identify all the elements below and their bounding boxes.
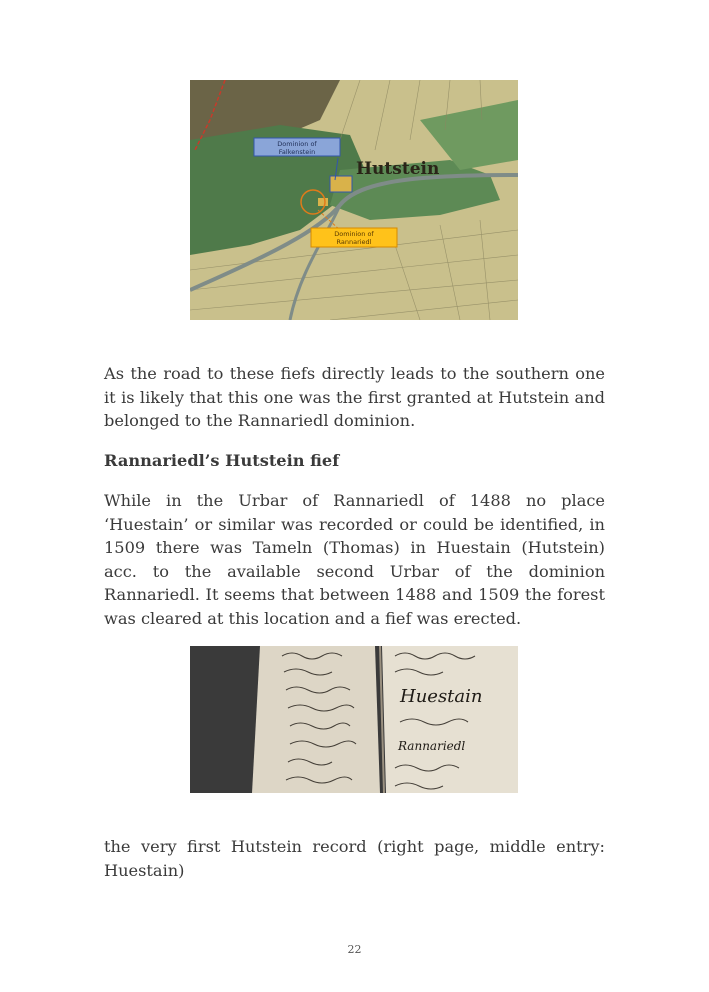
map-figure xyxy=(190,80,518,320)
manuscript-subword: Rannariedl xyxy=(398,739,466,753)
rannariedl-callout-line1: Dominion of xyxy=(334,230,374,238)
page-number: 22 xyxy=(347,943,362,956)
manuscript-headword: Huestain xyxy=(400,686,483,707)
falkenstein-callout-line2: Falkenstein xyxy=(278,148,316,156)
figure-caption: the very first Hutstein record (right page, middle entry: Huestain) xyxy=(104,837,605,880)
paragraph-urbar: While in the Urbar of Rannariedl of 1488 no place ‘Huestain’ or similar was recorded or could be identified, in 1509 there was Tameln (Thomas) in Huestain (Hutstein) acc. to the available second Urbar of the dominion Rannariedl. It seems that between 1488 and 1509 the forest was cleared at this location and a fief was erected. xyxy=(104,491,605,628)
map-place-label: Hutstein xyxy=(356,159,440,179)
paragraph-road-fiefs: As the road to these fiefs directly leads to the southern one it is likely that this one was the first granted at Hutstein and belonged to the Rannariedl dominion. xyxy=(104,364,605,430)
manuscript-figure xyxy=(190,646,518,793)
rannariedl-callout-line2: Rannariedl xyxy=(336,238,372,246)
section-heading: Rannariedl’s Hutstein fief xyxy=(104,451,340,470)
falkenstein-callout-line1: Dominion of xyxy=(277,140,317,148)
